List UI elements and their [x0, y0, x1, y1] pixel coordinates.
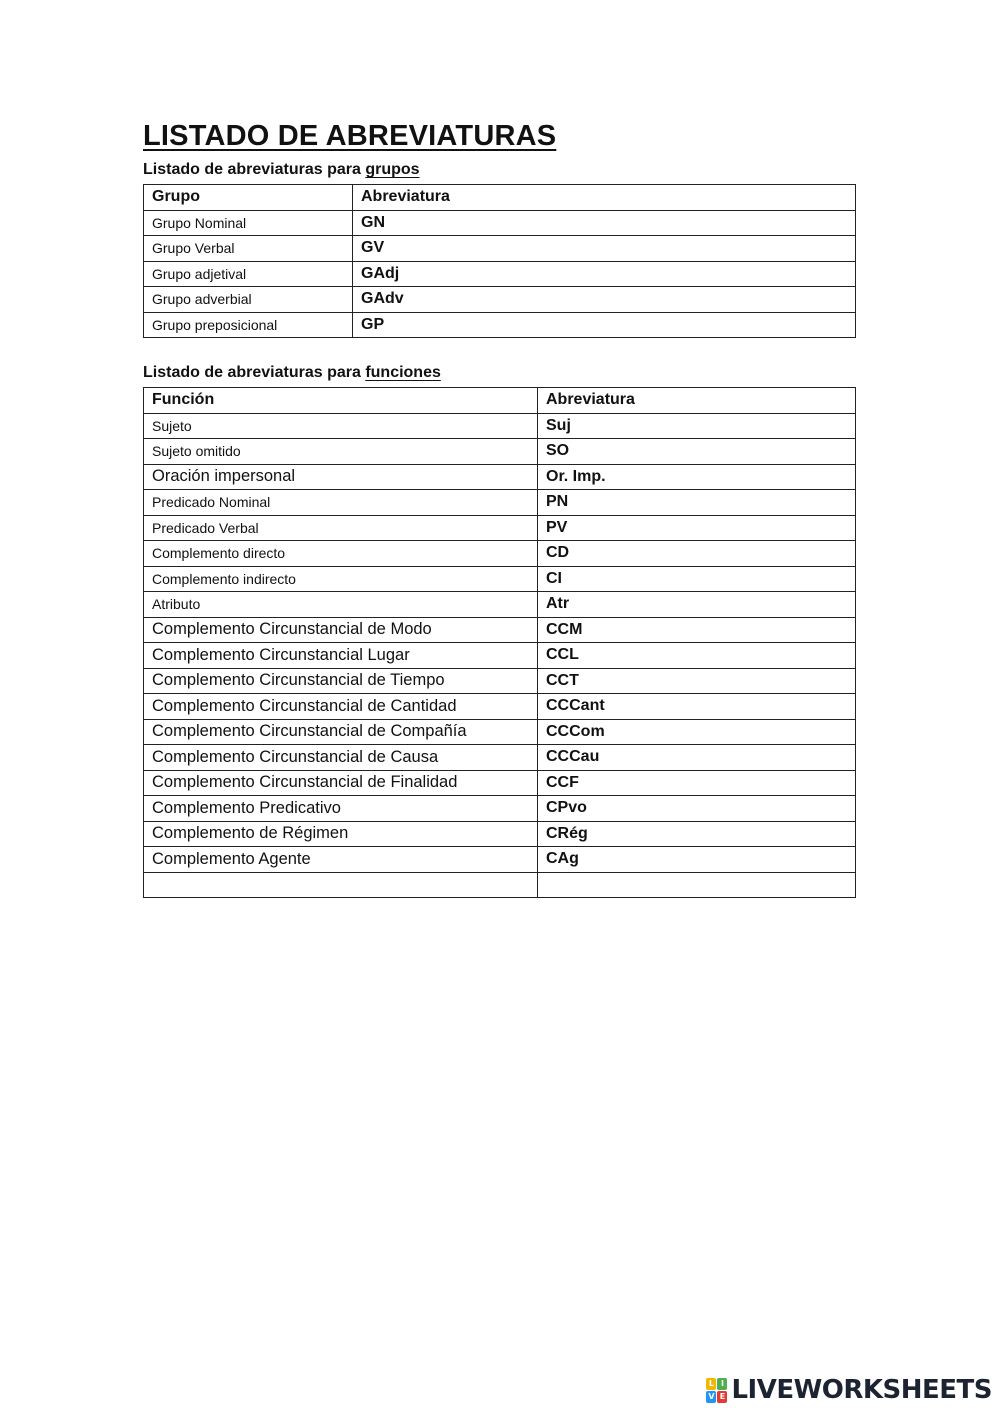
section-heading-functions — [143, 364, 441, 382]
table-row — [144, 745, 856, 771]
brand-name: LIVEWORKSHEETS — [731, 1375, 992, 1405]
logo-square: V — [708, 1391, 715, 1401]
row-name: Complemento de Régimen — [144, 821, 538, 847]
table-row — [144, 413, 856, 439]
row-name: Sujeto omitido — [144, 439, 538, 465]
row-name: Complemento Circunstancial de Finalidad — [144, 770, 538, 796]
table-row — [144, 668, 856, 694]
section-heading-groups-prefix: Listado de abreviaturas para — [143, 161, 366, 178]
logo-square: I — [717, 1378, 727, 1390]
functions-table — [143, 387, 856, 898]
row-name: Oración impersonal — [144, 464, 538, 490]
row-abbreviation: CCL — [538, 643, 856, 669]
column-header-abreviatura: Abreviatura — [538, 388, 856, 414]
row-abbreviation: Atr — [538, 592, 856, 618]
table-row — [144, 210, 856, 236]
row-abbreviation: GAdj — [353, 261, 856, 287]
row-name: Complemento Circunstancial de Cantidad — [144, 694, 538, 720]
section-heading-functions-keyword: funciones — [365, 364, 441, 381]
table-row — [144, 592, 856, 618]
row-name: Grupo adverbial — [144, 287, 353, 313]
section-heading-groups — [143, 161, 420, 179]
row-name: Grupo preposicional — [144, 312, 353, 338]
row-name: Complemento Agente — [144, 847, 538, 873]
row-name: Sujeto — [144, 413, 538, 439]
table-header-row — [144, 185, 856, 211]
table-row — [144, 464, 856, 490]
table-row — [144, 719, 856, 745]
row-abbreviation: PV — [538, 515, 856, 541]
table-row — [144, 694, 856, 720]
row-name: Complemento indirecto — [144, 566, 538, 592]
row-abbreviation: CCCom — [538, 719, 856, 745]
row-name — [144, 872, 538, 898]
groups-table — [143, 184, 856, 338]
table-row — [144, 872, 856, 898]
row-name: Complemento Circunstancial de Compañía — [144, 719, 538, 745]
table-row — [144, 236, 856, 262]
row-abbreviation: Or. Imp. — [538, 464, 856, 490]
table-row — [144, 847, 856, 873]
table-row — [144, 541, 856, 567]
table-header-row — [144, 388, 856, 414]
row-abbreviation: GP — [353, 312, 856, 338]
row-abbreviation: CPvo — [538, 796, 856, 822]
row-abbreviation: Suj — [538, 413, 856, 439]
table-row — [144, 439, 856, 465]
row-name: Complemento Circunstancial de Modo — [144, 617, 538, 643]
row-abbreviation: PN — [538, 490, 856, 516]
row-name: Complemento Predicativo — [144, 796, 538, 822]
table-row — [144, 770, 856, 796]
table-row — [144, 287, 856, 313]
section-heading-functions-prefix: Listado de abreviaturas para — [143, 364, 366, 381]
row-abbreviation: CCCau — [538, 745, 856, 771]
page-title: LISTADO DE ABREVIATURAS — [143, 120, 557, 152]
row-abbreviation: SO — [538, 439, 856, 465]
row-name: Atributo — [144, 592, 538, 618]
liveworksheets-logo — [706, 1375, 992, 1405]
row-abbreviation: GAdv — [353, 287, 856, 313]
table-row — [144, 566, 856, 592]
row-abbreviation: CRég — [538, 821, 856, 847]
table-row — [144, 796, 856, 822]
table-row — [144, 490, 856, 516]
row-name: Complemento directo — [144, 541, 538, 567]
column-header-funcion: Función — [144, 388, 538, 414]
table-row — [144, 312, 856, 338]
row-abbreviation: CAg — [538, 847, 856, 873]
row-name: Grupo adjetival — [144, 261, 353, 287]
row-name: Complemento Circunstancial de Causa — [144, 745, 538, 771]
row-abbreviation: GN — [353, 210, 856, 236]
row-abbreviation: CCM — [538, 617, 856, 643]
row-name: Grupo Nominal — [144, 210, 353, 236]
table-row — [144, 821, 856, 847]
row-abbreviation: GV — [353, 236, 856, 262]
row-abbreviation — [538, 872, 856, 898]
row-name: Grupo Verbal — [144, 236, 353, 262]
row-abbreviation: CI — [538, 566, 856, 592]
row-name: Predicado Nominal — [144, 490, 538, 516]
row-name: Complemento Circunstancial de Tiempo — [144, 668, 538, 694]
logo-square: E — [717, 1391, 727, 1403]
row-name: Predicado Verbal — [144, 515, 538, 541]
column-header-abreviatura: Abreviatura — [353, 185, 856, 211]
row-abbreviation: CCCant — [538, 694, 856, 720]
row-name: Complemento Circunstancial Lugar — [144, 643, 538, 669]
table-row — [144, 617, 856, 643]
row-abbreviation: CD — [538, 541, 856, 567]
table-row — [144, 261, 856, 287]
table-row — [144, 643, 856, 669]
column-header-grupo: Grupo — [144, 185, 353, 211]
logo-square: L — [706, 1378, 716, 1390]
row-abbreviation: CCT — [538, 668, 856, 694]
section-heading-groups-keyword: grupos — [365, 161, 420, 178]
row-abbreviation: CCF — [538, 770, 856, 796]
liveworksheets-logo-icon — [706, 1378, 727, 1403]
table-row — [144, 515, 856, 541]
